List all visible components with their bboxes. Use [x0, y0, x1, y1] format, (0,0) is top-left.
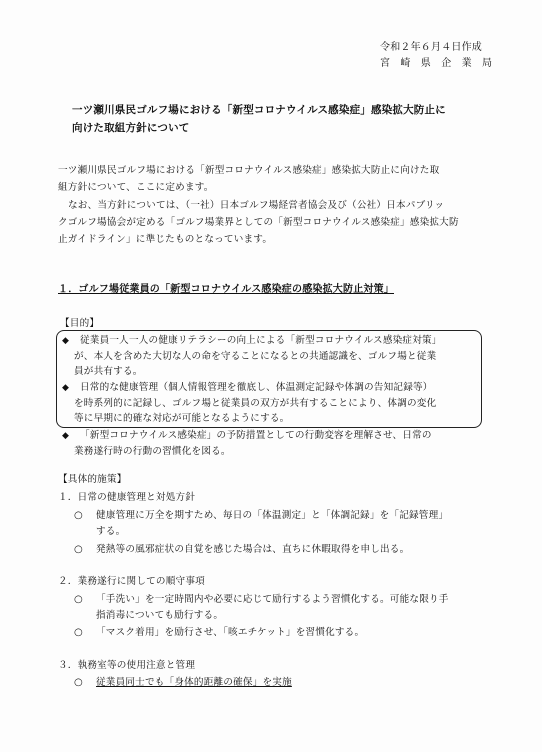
measure-2-item-2: 「マスク着用」を励行させ、「咳エチケット」を習慣化する。: [96, 627, 365, 638]
circle-bullet-icon: ○: [74, 510, 83, 521]
bullet-diamond-icon: ◆: [62, 431, 69, 441]
measure-1-item-2: 発熱等の風邪症状の自覚を感じた場合は、直ちに休暇取得を申し出る。: [96, 544, 410, 555]
section-1-heading: １．ゴルフ場従業員の「新型コロナウイルス感染症の感染拡大防止対策」: [58, 284, 394, 295]
measure-2-item-1-line-1: 「手洗い」を一定時間内や必要に応じて励行するよう習慣化する。可能な限り手: [96, 594, 449, 605]
circle-bullet-icon: ○: [74, 594, 83, 605]
measure-1-item-1-line-1: 健康管理に万全を期すため、毎日の「体温測定」と「体調記録」を「記録管理」: [96, 510, 449, 521]
purpose-item-2-line-2: を時系列的に記録し、ゴルフ場と従業員の双方が共有することにより、体調の変化: [74, 398, 437, 409]
circle-bullet-icon: ○: [74, 544, 83, 555]
measure-3-item-1: 従業員同士でも「身体的距離の確保」を実施: [96, 677, 292, 688]
circle-bullet-icon: ○: [74, 627, 83, 638]
document-title-line-2: 向けた取組方針について: [72, 122, 190, 134]
purpose-item-3-line-1: 「新型コロナウイルス感染症」の予防措置としての行動変容を理解させ、日常の: [80, 430, 432, 441]
measure-1-item-1-line-2: する。: [96, 526, 126, 537]
intro-paragraph-2-line-2: クゴルフ場協会が定める「ゴルフ場業界としての「新型コロナウイルス感染症」感染拡大防: [58, 217, 459, 228]
date-line: 令和２年６月４日作成: [380, 42, 482, 53]
purpose-item-1-line-1: 従業員一人一人の健康リテラシーの向上による「新型コロナウイルス感染症対策」: [80, 335, 442, 346]
purpose-item-1-line-2: が、本人を含めた大切な人の命を守ることになるとの共通認識を、ゴルフ場と従業: [74, 351, 437, 362]
purpose-item-2-line-3: 等に早期に的確な対応が可能となるようにする。: [74, 413, 290, 424]
circle-bullet-icon: ○: [74, 677, 83, 688]
intro-paragraph-1-line-1: 一ツ瀬川県民ゴルフ場における「新型コロナウイルス感染症」感染拡大防止に向けた取: [58, 165, 440, 176]
organization-line: 宮 崎 県 企 業 局: [380, 58, 493, 69]
bullet-diamond-icon: ◆: [62, 336, 69, 346]
intro-paragraph-1-line-2: 組方針について、ここに定めます。: [58, 182, 214, 193]
measure-3-title: ３．執務室等の使用注意と管理: [58, 660, 196, 671]
purpose-item-3-line-2: 業務遂行時の行動の習慣化を図る。: [74, 446, 231, 457]
intro-paragraph-2-line-3: 止ガイドライン」に準じたものとなっています。: [58, 234, 273, 245]
purpose-item-1-line-3: 員が共有する。: [74, 366, 143, 377]
purpose-item-2-line-1: 日常的な健康管理（個人情報管理を徹底し、体温測定記録や体調の告知記録等）: [80, 382, 433, 393]
intro-paragraph-2-line-1: なお、当方針については、（一社）日本ゴルフ場経営者協会及び（公社）日本パブリッ: [68, 200, 445, 211]
measure-1-title: １．日常の健康管理と対処方針: [58, 492, 196, 503]
measure-2-item-1-line-2: 指消毒についても励行する。: [96, 610, 224, 621]
purpose-label: 【目的】: [60, 318, 100, 329]
measure-2-title: ２．業務遂行に関しての順守事項: [58, 576, 205, 587]
document-title-line-1: 一ツ瀬川県民ゴルフ場における「新型コロナウイルス感染症」感染拡大防止に: [72, 104, 446, 116]
bullet-diamond-icon: ◆: [62, 383, 69, 393]
measures-label: 【具体的施策】: [58, 474, 127, 485]
